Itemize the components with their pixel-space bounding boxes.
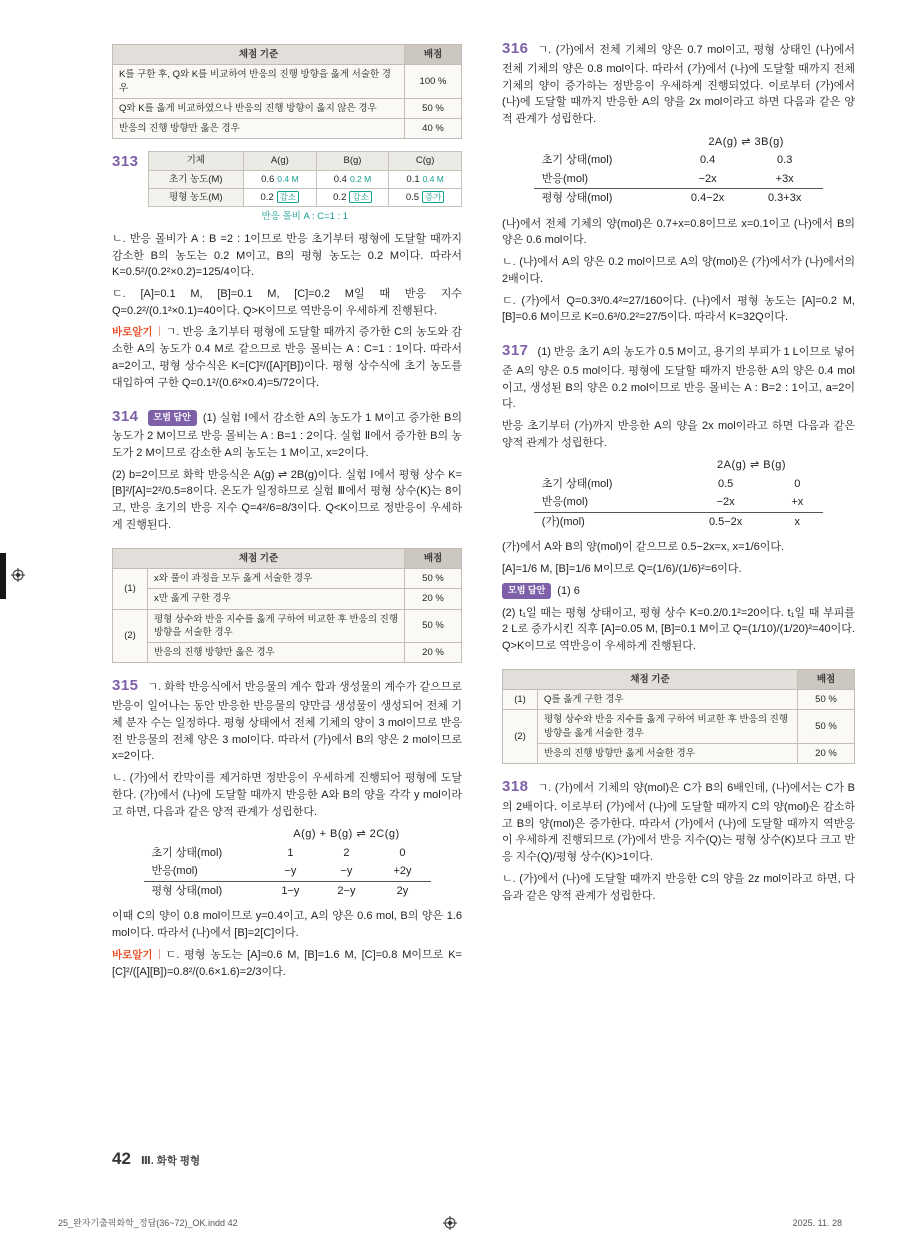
table-row (148, 189, 461, 207)
answer-text: (1) 실험 Ⅰ에서 감소한 A의 농도가 1 M이고 증가한 B의 농도가 2 M이므로 반응 몰비는 A : B=1 : 2이다. 실험 Ⅱ에서 증가한 B의 농도가 2 M이므로 감소한 A의 농도는 1 M이고, x=2이다. (112, 411, 462, 460)
value: +2y (374, 862, 430, 881)
table-row (534, 189, 823, 208)
problem-number: 317 (502, 341, 529, 359)
paragraph (502, 776, 855, 866)
row-label: 반응(mol) (534, 493, 680, 512)
baro-algi-label: 바로알기 (112, 948, 153, 961)
page-footer (112, 1149, 200, 1169)
baro-algi-block (112, 324, 462, 391)
grading-table-top (112, 44, 462, 139)
value: 0.3 (777, 154, 793, 167)
criteria-text: 평형 상수와 반응 지수를 옳게 구하여 비교한 후 반응의 진행 방향을 서술한 경우 (148, 609, 405, 643)
value: 0.1 (406, 173, 420, 185)
grading-table-middle (112, 548, 462, 664)
score-col-header: 배점 (405, 45, 462, 65)
paragraph: ㄷ. (가)에서 Q=0.3³/0.4²=27/160이다. (나)에서 평형 농도는 [A]=0.2 M, [B]=0.6 M이므로 K=0.6³/0.2²=27/5이다. 따라서 K=32Q이다. (502, 294, 855, 324)
problem-number: 315 (112, 677, 139, 695)
row-label: 초기 상태(mol) (541, 154, 613, 167)
value: 0.2 (333, 192, 347, 204)
table-header-row (113, 45, 462, 65)
problem-316 (502, 38, 855, 326)
paragraph: ㄴ. (가)에서 (나)에 도달할 때까지 반응한 C의 양을 2z mol이라고 하면, 다음과 같은 양적 관계가 성립한다. (502, 872, 855, 902)
value: 2y (396, 884, 409, 897)
cell (389, 189, 462, 207)
grading-table-bottom (502, 669, 855, 764)
criteria-text: 반응의 진행 방향만 옳게 서술한 경우 (538, 743, 798, 763)
table-row (534, 170, 823, 189)
row-label: (가)(mol) (541, 515, 585, 528)
change-badge: 감소 (349, 191, 371, 203)
section-title: Ⅲ. 화학 평형 (140, 1155, 201, 1167)
value: −y (262, 862, 318, 881)
problem-314 (112, 406, 462, 534)
paragraph: ㄴ. (나)에서 A의 양은 0.2 mol이므로 A의 양(mol)은 (가)에서가 (나)에서의 2배이다. (502, 256, 855, 285)
value: −2x (669, 170, 746, 189)
value: 0.4 (699, 154, 716, 167)
criteria-score: 40 % (405, 119, 462, 139)
problem-number: 316 (502, 40, 529, 57)
print-date: 2025. 11. 28 (792, 1217, 842, 1228)
table-row (113, 589, 462, 609)
solution-text: ㄱ. 화학 반응식에서 반응물의 계수 합과 생성물의 계수가 같으므로 반응이 일어나는 동안 반응한 반응물의 양만큼 생성물이 생성되어 전체 기체 분자 수는 일정하다. 평형 상태에서 전체 기체의 양이 3 mol이므로 반응 전 반응물의 전체 양은 3 mol이다. 따라서 (가)에서 B의 양은 2 mol이므로 x=2이다. (112, 681, 462, 763)
delta-annotation: 0.2 M (349, 173, 372, 184)
value: 0.2 (260, 192, 274, 204)
criteria-text: K를 구한 후, Q와 K를 비교하여 반응의 진행 방향을 옳게 서술한 경우 (113, 65, 405, 99)
problem-number: 314 (112, 407, 139, 425)
row-label: 평형 상태(mol) (151, 884, 223, 897)
table-header-row (113, 548, 462, 568)
paragraph: [A]=1/6 M, [B]=1/6 M이므로 Q=(1/6)/(1/6)²=6이다. (502, 563, 742, 576)
criteria-score: 100 % (405, 65, 462, 99)
col-header: B(g) (316, 152, 389, 170)
print-footer (0, 1216, 900, 1229)
row-label: 초기 상태(mol) (151, 846, 223, 859)
criteria-score: 20 % (798, 743, 855, 763)
value: 0.5 (717, 477, 734, 490)
left-column (112, 38, 462, 994)
grading-title: 채점 기준 (503, 669, 798, 689)
paragraph: 반응 초기부터 (가)까지 반응한 A의 양을 2x mol이라고 하면 다음과 같은 양적 관계가 성립한다. (502, 419, 855, 449)
table-header-row (503, 669, 855, 689)
table-header-row (148, 152, 461, 170)
delta-annotation: 0.4 M (277, 173, 299, 184)
model-answer-badge: 모범 답안 (502, 583, 551, 600)
change-badge: 증가 (422, 191, 444, 203)
criteria-score: 20 % (405, 589, 462, 609)
registration-mark-icon (11, 568, 25, 587)
problem-number: 318 (502, 778, 529, 796)
problem-313 (112, 151, 462, 391)
gas-concentration-table (148, 151, 462, 207)
value: x (794, 515, 801, 528)
model-answer-badge: 모범 답안 (148, 410, 197, 427)
table-row (503, 743, 855, 763)
table-row (534, 493, 823, 512)
problem-315 (112, 675, 462, 980)
table-row (144, 881, 431, 900)
paragraph: ㄴ. 반응 몰비가 A : B =2 : 1이므로 반응 초기부터 평형에 도달할 때까지 감소한 B의 농도는 0.2 M이고, B의 평형 농도는 0.2 M이다. 따라서 K=0.5²/(0.2²×0.2)=125/4이다. (112, 232, 462, 279)
solution-text: ㄱ. (가)에서 전체 기체의 양은 0.7 mol이고, 평형 상태인 (나)에서 전체 기체의 양은 0.8 mol이다. 따라서 (가)에서 (나)에 도달할 때까지 전체 기체의 양이 증가하는 정반응이 우세하게 진행되었다. 이로부터 (가)에서 (나)에 도달할 때까지 반응한 A의 양을 2x mol이라고 하면 다음과 같은 양적 관계가 성립한다. (502, 44, 855, 125)
table-row (144, 862, 431, 881)
divider (159, 949, 160, 959)
table-row (148, 170, 461, 188)
gas-table-wrap (148, 151, 462, 224)
grading-title: 채점 기준 (113, 45, 405, 65)
change-badge: 감소 (277, 191, 299, 203)
criteria-text: Q를 옳게 구한 경우 (538, 689, 798, 709)
cell (243, 189, 316, 207)
right-column (502, 38, 855, 994)
value: +x (771, 493, 823, 512)
criteria-text: x만 옳게 구한 경우 (148, 589, 405, 609)
table-row (144, 844, 431, 863)
ice-table-315 (144, 825, 431, 900)
cell (243, 170, 316, 188)
answer-text: (1) 6 (557, 584, 580, 597)
cell (316, 170, 389, 188)
value: +3x (746, 170, 823, 189)
mole-ratio-note: 반응 몰비 A : C=1 : 1 (261, 211, 349, 223)
score-col-header: 배점 (405, 548, 462, 568)
criteria-text: 반응의 진행 방향만 옳은 경우 (113, 119, 405, 139)
table-row (113, 568, 462, 588)
table-row (113, 98, 462, 118)
paragraph (112, 406, 462, 462)
paragraph: (나)에서 전체 기체의 양(mol)은 0.7+x=0.8이므로 x=0.1이고 (나)에서 B의 양은 0.6 mol이다. (502, 217, 855, 247)
row-label: 평형 농도(M) (148, 189, 243, 207)
table-row (113, 609, 462, 643)
paragraph: ㄴ. (가)에서 칸막이를 제거하면 정반응이 우세하게 진행되어 평형에 도달한다. (가)에서 (나)에 도달할 때까지 반응한 A와 B의 양을 각각 y mol이라고 하면, 다음과 같은 양적 관계가 성립한다. (112, 772, 462, 818)
row-label: 초기 농도(M) (148, 170, 243, 188)
problem-313-header (112, 151, 462, 224)
value: 0 (794, 477, 801, 490)
value: 0.3+3x (768, 192, 802, 205)
baro-algi-block (112, 947, 462, 981)
criteria-score: 50 % (405, 98, 462, 118)
value: 1 (287, 846, 294, 859)
paragraph: (가)에서 A와 B의 양(mol)이 같으므로 0.5−2x=x, x=1/6이다. (502, 541, 785, 554)
solution-text: (1) 반응 초기 A의 농도가 0.5 M이고, 용기의 부피가 1 L이므로 넣어 준 A의 양은 0.5 mol이다. 평형에 도달할 때까지 반응한 A의 양은 0.4 mol이고, 생성된 B의 양은 0.2 mol이므로 반응 몰비는 A : B=2 : 1이고, a=2이다. (502, 345, 855, 411)
criteria-score: 50 % (798, 689, 855, 709)
registration-mark-icon (443, 1216, 457, 1232)
group-number: (1) (503, 689, 538, 709)
reaction-equation: A(g) + B(g) ⇌ 2C(g) (293, 828, 400, 841)
value: 2 (343, 846, 350, 859)
table-row (503, 710, 855, 744)
group-number: (2) (113, 609, 148, 663)
page-number: 42 (112, 1149, 131, 1168)
paragraph: (2) t₁일 때는 평형 상태이고, 평형 상수 K=0.2/0.1²=20이다. t₁일 때 부피를 2 L로 증가시킨 직후 [A]=0.05 M, [B]=0.1 M이고 Q=(1/10)/(1/20)²=40이다. Q>K이므로 역반응이 우세하게 진행된다. (502, 606, 855, 652)
problem-number: 313 (112, 153, 139, 171)
table-row (534, 512, 823, 531)
value: 0.5 (405, 192, 420, 204)
col-header: C(g) (389, 152, 462, 170)
value: 0.4 (333, 173, 347, 185)
paragraph (112, 675, 462, 765)
criteria-score: 50 % (405, 568, 462, 588)
value: 0 (399, 846, 406, 859)
row-label: 반응(mol) (534, 170, 669, 189)
value: 1−y (281, 884, 300, 897)
group-number: (2) (503, 710, 538, 764)
table-row (534, 475, 823, 494)
criteria-score: 50 % (405, 609, 462, 643)
grading-title: 채점 기준 (113, 548, 405, 568)
value: 0.6 (261, 173, 275, 185)
ice-table-317 (534, 456, 823, 531)
ice-table-316 (534, 133, 823, 208)
col-header: A(g) (243, 152, 316, 170)
criteria-score: 50 % (798, 710, 855, 744)
equation-row (144, 825, 431, 844)
paragraph (502, 340, 855, 413)
spacer (144, 825, 263, 844)
spacer (534, 456, 680, 475)
group-number: (1) (113, 568, 148, 609)
solution-text: ㄱ. (가)에서 기체의 양(mol)은 C가 B의 6배인데, (나)에서는 C가 B의 2배이다. 이로부터 (가)에서 (나)에 도달할 때까지 C의 양(mol)은 감소하고 B의 양(mol)은 증가한다. 따라서 (가)에서 (나)에 도달할 때까지 역반응이 우세하게 진행되므로 (가)에서 반응 지수(Q)는 평형 상수(K)보다 크고 반응 지수(Q)/평형 상수(K)>1이다. (502, 782, 855, 864)
corner-cell: 기체 (148, 152, 243, 170)
model-answer-line (502, 583, 855, 600)
baro-algi-text: ㄱ. 반응 초기부터 평형에 도달할 때까지 증가한 C의 농도와 감소한 A의 농도가 0.4 M로 같으므로 반응 몰비는 A : C=1 : 1이다. 따라서 a=2이고, 평형 상수식은 K=[C]²/([A]²[B])이다. 평형 상수식에 초기 농도를 대입하여 구한 Q=0.1²/(0.6²×0.4)=5/72이다. (112, 326, 462, 389)
score-col-header: 배점 (798, 669, 855, 689)
value: −2x (680, 493, 772, 512)
problem-317 (502, 340, 855, 655)
divider (159, 326, 160, 336)
equation-row (534, 456, 823, 475)
table-row (113, 643, 462, 663)
criteria-text: x와 풀이 과정을 모두 옳게 서술한 경우 (148, 568, 405, 588)
value: 0.5−2x (708, 515, 743, 528)
baro-algi-label: 바로알기 (112, 326, 153, 339)
problem-318 (502, 776, 855, 904)
paragraph: ㄷ. [A]=0.1 M, [B]=0.1 M, [C]=0.2 M일 때 반응 지수 Q=0.2²/(0.1²×0.1)=40이다. Q>K이므로 역반응이 우세하게 진행된다. (112, 287, 462, 317)
cell (316, 189, 389, 207)
criteria-score: 20 % (405, 643, 462, 663)
equation-row (534, 133, 823, 152)
paragraph: (2) b=2이므로 화학 반응식은 A(g) ⇌ 2B(g)이다. 실험 Ⅰ에서 평형 상수 K=[B]²/[A]=2²/0.5=8이다. 온도가 일정하므로 실험 Ⅲ에서 평형 상수(K)는 8이고, 반응 초기의 반응 지수 Q=4²/6=8/3이다. Q<K이므로 정반응이 우세하게 진행된다. (112, 468, 462, 531)
table-row (503, 689, 855, 709)
criteria-text: 반응의 진행 방향만 옳은 경우 (148, 643, 405, 663)
reaction-equation: 2A(g) ⇌ 3B(g) (708, 135, 784, 148)
value: −y (318, 862, 374, 881)
table-row (534, 151, 823, 170)
value: 0.4−2x (690, 192, 725, 205)
table-row (113, 65, 462, 99)
paragraph (502, 38, 855, 128)
spacer (534, 133, 669, 152)
value: 2−y (337, 884, 356, 897)
row-label: 초기 상태(mol) (541, 477, 613, 490)
criteria-text: 평형 상수와 반응 지수를 옳게 구하여 비교한 후 반응의 진행 방향을 옳게 서술한 경우 (538, 710, 798, 744)
cell (389, 170, 462, 188)
paragraph: 이때 C의 양이 0.8 mol이므로 y=0.4이고, A의 양은 0.6 mol, B의 양은 1.6 mol이다. 따라서 (나)에서 [B]=2[C]이다. (112, 910, 462, 939)
print-edge-bar (0, 553, 6, 599)
table-row (113, 119, 462, 139)
criteria-text: Q와 K를 옳게 비교하였으나 반응의 진행 방향이 옳지 않은 경우 (113, 98, 405, 118)
reaction-equation: 2A(g) ⇌ B(g) (717, 459, 787, 472)
print-file-info: 25_완자기출픽화학_정답(36~72)_OK.indd 42 (58, 1218, 238, 1228)
delta-annotation: 0.4 M (422, 173, 444, 184)
row-label: 평형 상태(mol) (541, 192, 613, 205)
baro-algi-text: ㄷ. 평형 농도는 [A]=0.6 M, [B]=1.6 M, [C]=0.8 M이므로 K=[C]²/([A][B])=0.8²/(0.6×1.6)=2/3이다. (112, 948, 462, 978)
row-label: 반응(mol) (144, 862, 263, 881)
